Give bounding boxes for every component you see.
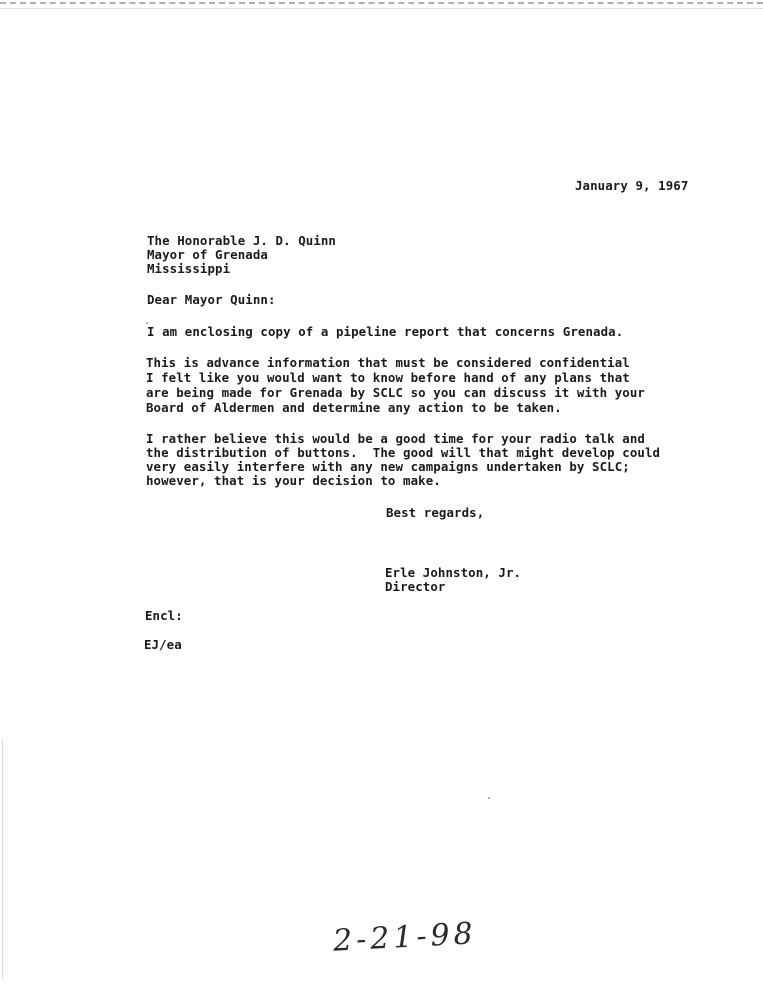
signer-title: Director (385, 579, 446, 594)
closing: Best regards, (386, 505, 485, 520)
paragraph-line: very easily interfere with any new campaigns undertaken by SCLC; (146, 459, 630, 474)
paragraph-line: This is advance information that must be considered confidential (146, 355, 630, 370)
paragraph-line: are being made for Grenada by SCLC so you can discuss it with your (146, 385, 645, 400)
paragraph-line: the distribution of buttons. The good will that might develop could (146, 445, 661, 460)
scan-left-edge (2, 740, 5, 980)
recipient-line: Mississippi (147, 261, 231, 276)
scan-speck (488, 797, 490, 799)
paragraph-line: however, that is your decision to make. (146, 473, 441, 488)
letter-date: January 9, 1967 (575, 178, 689, 193)
paragraph-line: I rather believe this would be a good time for your radio talk and (146, 431, 645, 446)
recipient-line: Mayor of Grenada (147, 247, 268, 262)
handwritten-date-note: 2-21-98 (332, 916, 478, 959)
paragraph-line: I am enclosing copy of a pipeline report that concerns Grenada. (147, 324, 624, 339)
salutation: Dear Mayor Quinn: (147, 292, 276, 307)
recipient-line: The Honorable J. D. Quinn (147, 233, 336, 248)
paragraph-line: Board of Aldermen and determine any action to be taken. (146, 400, 562, 415)
signer-name: Erle Johnston, Jr. (385, 565, 522, 580)
paragraph-line: I felt like you would want to know before hand of any plans that (146, 370, 630, 385)
enclosure-note: Encl: (145, 608, 183, 623)
scan-top-edge (0, 2, 763, 9)
typist-initials: EJ/ea (144, 637, 182, 652)
